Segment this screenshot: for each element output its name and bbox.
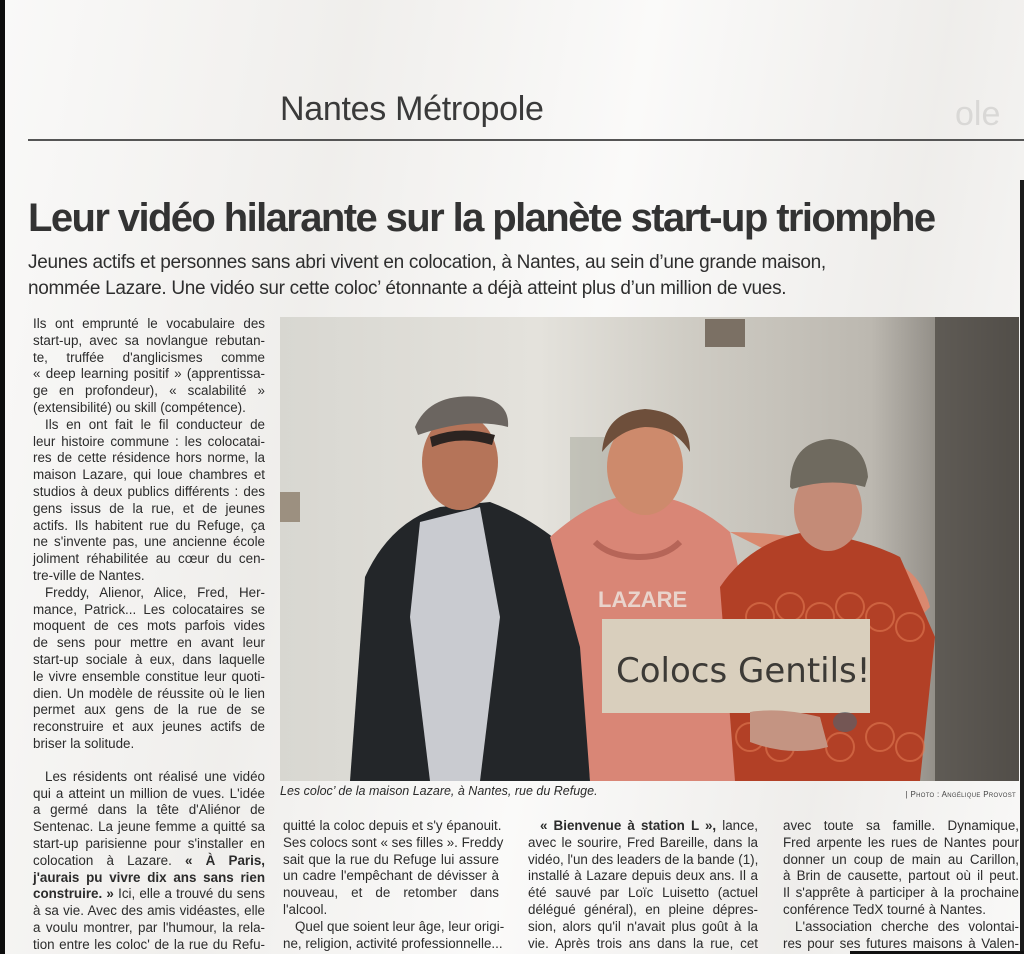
text-line: sait que la rue du Refuge lui assure [283, 851, 499, 867]
text-line: de sens pour mettre en avant leur [33, 635, 265, 651]
text-line: maison Lazare, qui loue chambres et [33, 467, 265, 483]
svg-text:LAZARE: LAZARE [598, 587, 688, 612]
text-line: Freddy, Alienor, Alice, Fred, Her- [45, 584, 265, 600]
photo-caption: Les coloc’ de la maison Lazare, à Nantes, rue du Refuge. [280, 784, 598, 798]
text-line: a germé dans la tête d'Aliénor de [33, 802, 265, 818]
paragraph [33, 417, 265, 585]
paragraph [283, 818, 504, 919]
text-line: sion, alors qu'il n'avait plus goût à la [528, 918, 758, 934]
text-line: quitté la coloc depuis et s'y épanouit. [283, 818, 502, 833]
text-line: nouveau, et de retomber dans [283, 885, 499, 901]
text-line-with-quote: « Bienvenue à station L », lance, [540, 818, 758, 833]
article-column-4 [783, 818, 1019, 952]
text-line: délégué général), en pleine dépres- [528, 901, 758, 917]
text-line: Les résidents ont réalisé une vidéo [45, 768, 265, 784]
svg-text:Colocs Gentils!: Colocs Gentils! [616, 651, 871, 691]
text-line: tion entre les coloc' de la rue du Refu- [33, 936, 265, 952]
text-line: res de cette résidence hors norme, la [33, 450, 265, 466]
paragraph [783, 919, 1019, 953]
section-divider [28, 139, 1024, 141]
text-line: Quel que soient leur âge, leur origi- [295, 918, 505, 934]
text-line: vidéo, l'un des leaders de la bande (1), [528, 851, 759, 867]
pull-quote: « À Paris, [185, 852, 265, 868]
text-line: à sa vie. Avec des amis vidéastes, elle [33, 903, 265, 919]
article-column-2 [283, 818, 505, 952]
pull-quote: construire. » [33, 886, 114, 902]
pull-quote: j'aurais pu vivre dix ans sans rien [33, 869, 265, 885]
paragraph [33, 585, 265, 753]
text-line: ne s'invente pas, une ancienne école [33, 534, 265, 550]
text-line: res pour ses futures maisons à Valen- [783, 935, 1019, 951]
section-title: Nantes Métropole [280, 90, 544, 128]
text-line: te, truffée d'anglicismes comme [33, 349, 265, 365]
article-standfirst [28, 250, 928, 302]
article-column-3 [528, 818, 758, 952]
text-line: actifs. Ils habitent rue du Refuge, ça [33, 517, 265, 533]
text-line: a voulu montrer, par l'humour, la rela- [33, 919, 265, 935]
paragraph [33, 316, 265, 417]
text-line-with-quote: colocation à Lazare. « À Paris, [33, 852, 265, 868]
text-line: qui a atteint un million de vues. L'idée [33, 785, 265, 801]
text-line: moquent de ces mots parfois vides [33, 618, 265, 634]
text-line: Fred arpente les rues de Nantes pour [783, 834, 1019, 850]
scan-right-edge [1020, 180, 1024, 954]
text-line: un cadre l'empêchant de dévisser à [283, 868, 499, 884]
text-line: reconstruire et aux jeunes actifs de [33, 719, 265, 735]
scan-left-edge [0, 0, 5, 954]
photo-illustration [280, 317, 1019, 781]
text-line: avec le sourire, Fred Bareille, dans la [528, 834, 758, 850]
article-headline: Leur vidéo hilarante sur la planète start-up triomphe [28, 196, 935, 240]
text-line: (extensibilité) ou skill (compétence). [33, 399, 246, 415]
text-line: avec toute sa famille. Dynamique, [783, 818, 1019, 833]
text-line: Il s'apprête à participer à la prochaine [783, 885, 1019, 901]
text-line: Sentenac. La jeune femme a quitté sa [33, 819, 265, 835]
text-line: Ils ont emprunté le vocabulaire des [33, 316, 265, 331]
article-photo [280, 317, 1019, 781]
text-line: tre-ville de Nantes. [33, 567, 145, 583]
text-line: joliment réhabilitée au cœur du cen- [33, 551, 265, 567]
text-line: L'association cherche des volontai- [795, 918, 1019, 934]
text-line: studios à deux publics différents : des [33, 483, 265, 499]
paragraph [528, 818, 758, 952]
text-line: l'alcool. [283, 901, 328, 917]
text-line: conférence TedX tourné à Nantes. [783, 901, 986, 917]
text-line: dien. Un modèle de réussite où le lien [33, 685, 265, 701]
paragraph [283, 918, 505, 953]
text-line: mance, Patrick... Les colocataires se [33, 601, 265, 617]
text-line: le vivre ensemble constitue leur quoti- [33, 668, 265, 684]
text-line: gens issus de la rue, et de jeunes [33, 500, 265, 516]
pull-quote: « Bienvenue à station L », [540, 818, 717, 833]
text-line: start-up parisienne pour s'installer en [33, 835, 265, 851]
text-line: à Brin de causette, partout où il peut. [783, 868, 1019, 884]
text-line: Ils en ont fait le fil conducteur de [45, 416, 265, 432]
text-line: leur histoire commune : les colocatai- [33, 433, 265, 449]
text-line: installé à Lazare depuis deux ans. Il a [528, 868, 758, 884]
paragraph [33, 769, 265, 954]
text-line: start-up sociale à eux, dans laquelle [33, 651, 265, 667]
standfirst-line: nommée Lazare. Une vidéo sur cette coloc’ étonnante a déjà atteint plus d’un million de vues. [28, 278, 787, 299]
article-column-1 [33, 316, 265, 953]
text-line: start-up, avec sa novlangue rebutan- [33, 332, 265, 348]
text-line: donner un coup de main au Carillon, [783, 851, 1019, 867]
text-line: été sauvé par Loïc Luisetto (actuel [528, 885, 758, 901]
text-line: permet aux gens de la rue de se [33, 702, 265, 718]
text-line: briser la solitude. [33, 735, 135, 751]
photo-credit: | Photo : Angélique Provost [905, 790, 1016, 799]
text-line: vie. Après trois ans dans la rue, cet [528, 935, 758, 951]
standfirst-line: Jeunes actifs et personnes sans abri vivent en colocation, à Nantes, au sein d’une grande maison, [28, 252, 826, 273]
text-line: ge en profondeur), « scalabilité » [33, 383, 265, 399]
bleed-through-text: ole [955, 95, 1001, 133]
text-line: « deep learning positif » (apprentissa- [33, 366, 265, 382]
text-line-with-quote: construire. » Ici, elle a trouvé du sens [33, 886, 265, 902]
paragraph [783, 818, 1019, 919]
text-line: Ses colocs sont « ses filles ». Freddy [283, 834, 504, 850]
text-line: ne, religion, activité professionnelle... [283, 935, 503, 951]
